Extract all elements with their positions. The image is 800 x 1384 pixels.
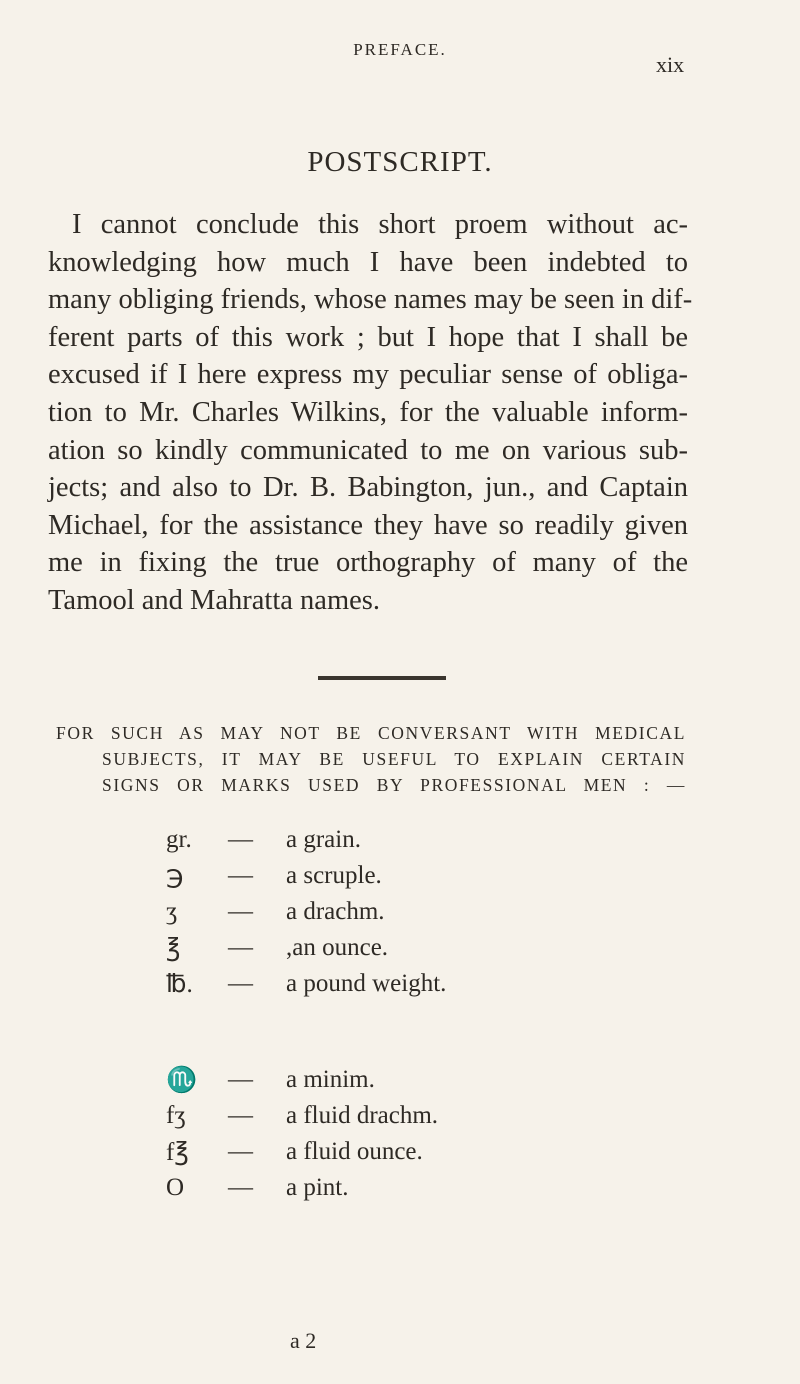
text-line: ferent parts of this work ; but I hope that I shall be bbox=[48, 321, 688, 353]
text-line: jects; and also to Dr. B. Babington, jun., and Captain bbox=[48, 472, 688, 504]
postscript-paragraph bbox=[48, 206, 693, 620]
signature-mark: a 2 bbox=[290, 1328, 317, 1353]
weight-row-ounce bbox=[166, 930, 446, 966]
note-line: SUBJECTS, IT MAY BE USEFUL TO EXPLAIN CERTAIN bbox=[102, 749, 686, 769]
definition: a grain. bbox=[286, 826, 361, 853]
signs-note bbox=[56, 720, 686, 798]
dash: — bbox=[228, 1102, 253, 1129]
text-line: many obliging friends, whose names may be seen in dif- bbox=[48, 284, 693, 316]
definition: a pound weight. bbox=[286, 970, 447, 997]
running-head: PREFACE. bbox=[353, 40, 447, 59]
dash: — bbox=[228, 1066, 253, 1093]
section-title: POSTSCRIPT. bbox=[307, 146, 493, 178]
definition: a minim. bbox=[286, 1066, 375, 1093]
symbol-scruple: ℈ bbox=[166, 863, 184, 890]
text-line: me in fixing the true orthography of many of the bbox=[48, 547, 688, 579]
symbol-ounce: ℥ bbox=[166, 935, 181, 962]
dash: — bbox=[228, 1138, 253, 1165]
measures-table bbox=[166, 1062, 438, 1206]
symbol-pound: ℔. bbox=[166, 971, 193, 998]
measure-row-minim bbox=[166, 1062, 438, 1098]
symbol-fluid-ounce: f℥ bbox=[166, 1139, 189, 1166]
text-line: excused if I here express my peculiar sense of obliga- bbox=[48, 359, 688, 391]
weight-row-scruple bbox=[166, 858, 446, 894]
dash: — bbox=[228, 1174, 253, 1201]
definition: a pint. bbox=[286, 1174, 349, 1201]
definition: a fluid ounce. bbox=[286, 1138, 423, 1165]
definition: a scruple. bbox=[286, 862, 382, 889]
definition: ,an ounce. bbox=[286, 934, 389, 961]
text-line: tion to Mr. Charles Wilkins, for the valuable inform- bbox=[48, 396, 688, 428]
note-line: FOR SUCH AS MAY NOT BE CONVERSANT WITH MEDICAL bbox=[56, 723, 686, 743]
dash: — bbox=[228, 970, 253, 997]
dash: — bbox=[228, 898, 253, 925]
text-line: Michael, for the assistance they have so readily given bbox=[48, 509, 688, 541]
weight-row-pound bbox=[166, 966, 446, 1002]
dash: — bbox=[228, 934, 253, 961]
symbol-drachm: ʒ bbox=[166, 898, 178, 925]
weight-row-drachm bbox=[166, 894, 446, 930]
text-line: knowledging how much I have been indebted to bbox=[48, 246, 688, 278]
symbol-minim: ♏ bbox=[166, 1066, 198, 1094]
weight-row-grain bbox=[166, 822, 446, 858]
section-divider bbox=[318, 676, 446, 680]
dash: — bbox=[228, 826, 253, 853]
text-line: ation so kindly communicated to me on various sub- bbox=[48, 434, 688, 466]
symbol-grain: gr. bbox=[166, 826, 192, 853]
definition: a fluid drachm. bbox=[286, 1102, 439, 1129]
definition: a drachm. bbox=[286, 898, 385, 925]
text-line: Tamool and Mahratta names. bbox=[48, 584, 380, 616]
measure-row-pint bbox=[166, 1170, 438, 1206]
symbol-pint: O bbox=[166, 1174, 185, 1201]
measure-row-fluid-ounce bbox=[166, 1134, 438, 1170]
symbol-fluid-drachm: fʒ bbox=[166, 1102, 186, 1129]
dash: — bbox=[228, 862, 253, 889]
note-line: SIGNS OR MARKS USED BY PROFESSIONAL MEN : — bbox=[102, 775, 686, 795]
page-number: xix bbox=[656, 52, 685, 77]
weights-table bbox=[166, 822, 446, 1002]
measure-row-fluid-drachm bbox=[166, 1098, 438, 1134]
text-line: I cannot conclude this short proem without ac- bbox=[72, 209, 688, 240]
